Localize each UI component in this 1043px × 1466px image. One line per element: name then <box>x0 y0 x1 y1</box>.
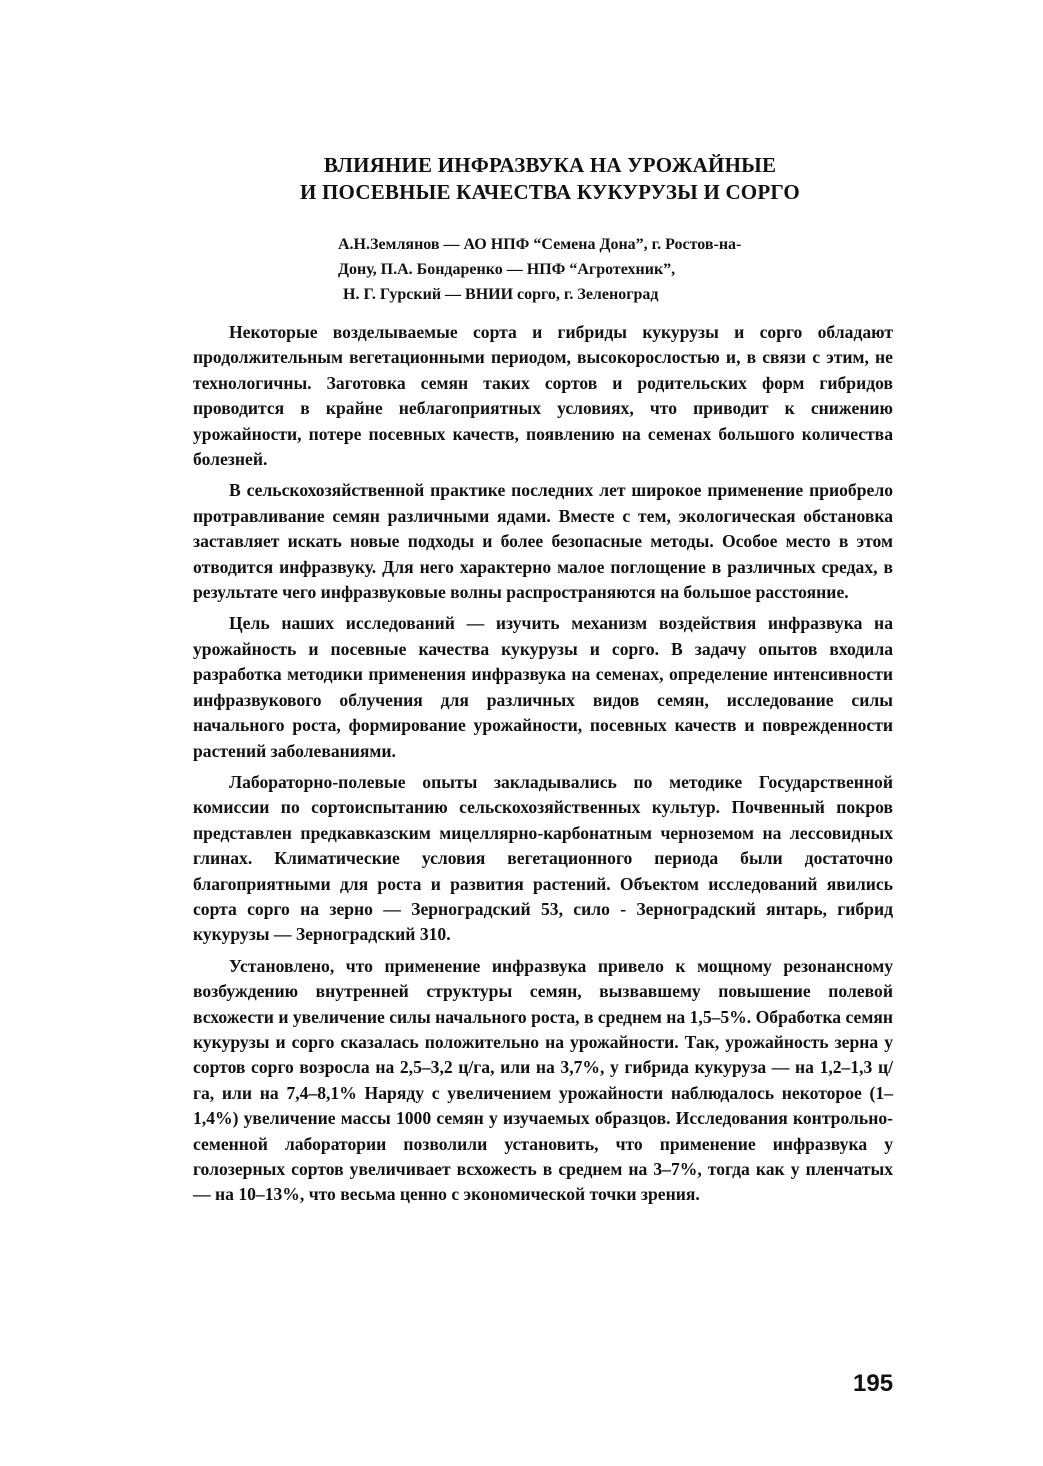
authors-block <box>338 232 868 307</box>
article-title <box>200 152 900 206</box>
article-body <box>193 320 893 1214</box>
authors-line-2: Дону, П.А. Бондаренко — НПФ “Агротехник”, <box>338 261 676 278</box>
page-number: 195 <box>853 1370 894 1397</box>
paragraph: В сельскохозяйственной практике последних лет широкое применение приобрело протравливание семян различными ядами. Вместе с тем, экологическая обстановка заставляет искать новые подходы и более безопасные методы. Особое место в этом отводится инфразвуку. Для него характерно малое поглощение в различных средах, в результате чего инфразвуковые волны распространяются на большое расстояние. <box>193 480 893 603</box>
title-line-2: И ПОСЕВНЫЕ КАЧЕСТВА КУКУРУЗЫ И СОРГО <box>300 180 800 204</box>
authors-line-1: А.Н.Землянов — АО НПФ “Семена Дона”, г. Ростов-на- <box>338 236 742 253</box>
paragraph: Установлено, что применение инфразвука привело к мощному резонансному возбуждению внутренней структуры семян, вызвавшему повышение полевой всхожести и увеличение силы начального роста, в среднем на 1,5–5%. Обработка семян кукурузы и сорго сказалась положительно на урожайности. Так, урожайность зерна у сортов сорго возросла на 2,5–3,2 ц/га, или на 3,7%, у гибрида кукуруза — на 1,2–1,3 ц/га, или на 7,4–8,1% Наряду с увеличением урожайности наблюдалось некоторое (1–1,4%) увеличение массы 1000 семян у изучаемых образцов. Исследования контрольно-семенной лаборатории позволили установить, что применение инфразвука у голозерных сортов увеличивает всхожесть в среднем на 3–7%, тогда как у пленчатых — на 10–13%, что весьма ценно с экономической точки зрения. <box>193 955 893 1205</box>
authors-line-3: Н. Г. Гурский — ВНИИ сорго, г. Зеленоград <box>343 286 659 303</box>
title-line-1: ВЛИЯНИЕ ИНФРАЗВУКА НА УРОЖАЙНЫЕ <box>323 153 777 177</box>
paragraph: Некоторые возделываемые сорта и гибриды кукурузы и сорго обладают продолжительным вегетационными периодом, высокорослостью и, в связи с этим, не технологичны. Заготовка семян таких сортов и родительских форм гибридов проводится в крайне неблагоприятных условиях, что приводит к снижению урожайности, потере посевных качеств, появлению на семенах большого количества болезней. <box>193 322 893 470</box>
paragraph: Цель наших исследований — изучить механизм воздействия инфразвука на урожайность и посевные качества кукурузы и сорго. В задачу опытов входила разработка методики применения инфразвука на семенах, определение интенсивности инфразвукового облучения для различных видов семян, исследование силы начального роста, формирование урожайности, посевных качеств и поврежденности растений заболеваниями. <box>193 613 893 761</box>
paragraph: Лабораторно-полевые опыты закладывались по методике Государственной комиссии по сортоиспытанию сельскохозяйственных культур. Почвенный покров представлен предкавказским мицеллярно-карбонатным черноземом на лессовидных глинах. Климатические условия вегетационного периода были достаточно благоприятными для роста и развития растений. Объектом исследований явились сорта сорго на зерно — Зерноградский 53, сило - Зерноградский янтарь, гибрид кукурузы — Зерноградский 310. <box>193 771 893 945</box>
